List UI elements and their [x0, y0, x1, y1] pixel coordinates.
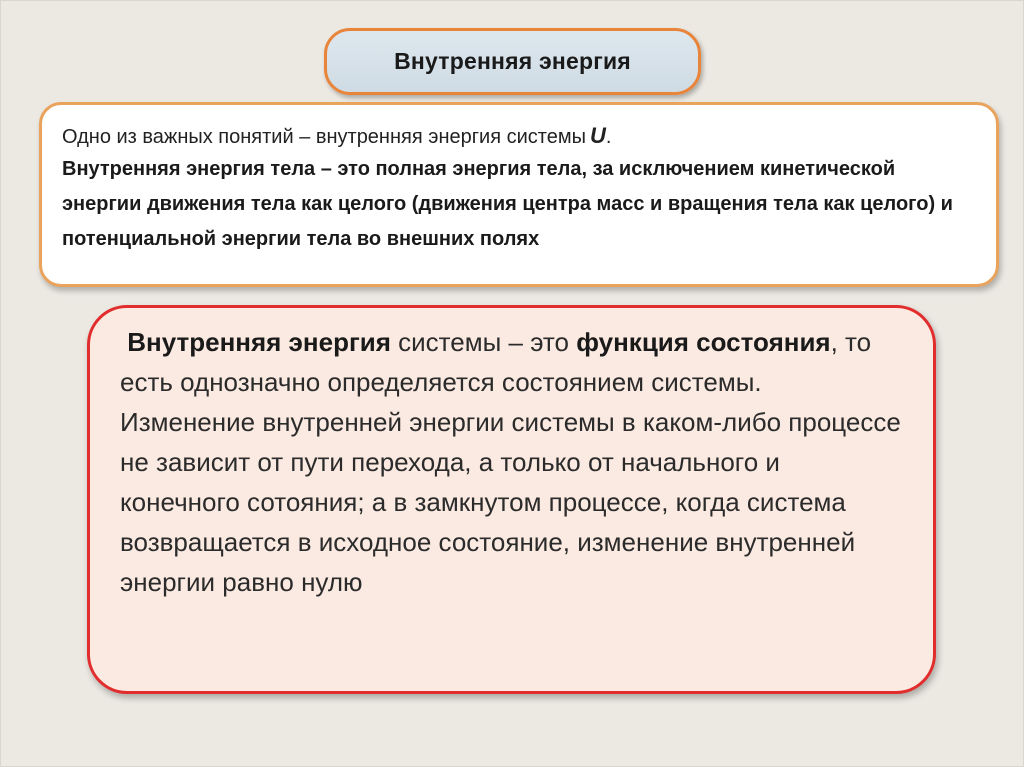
state-function-part1: системы – это: [390, 327, 577, 357]
energy-change-paragraph: Изменение внутренней энергии системы в каком-либо процессе не зависит от пути перехода, а только от начального и конечного сотояния; а в замкнутом процессе, когда система возвращается в исходное состояние, изменение внутренней энергии равно нулю: [120, 407, 901, 597]
internal-energy-symbol: U: [589, 123, 606, 148]
title-box: [324, 28, 701, 95]
slide-title: Внутренняя энергия: [394, 48, 631, 74]
definition-intro-text: Одно из важных понятий – внутренняя энергия системы: [62, 126, 586, 148]
state-function-bold: функция состояния: [576, 327, 831, 357]
state-function-paragraph: [120, 322, 903, 402]
definition-intro: [62, 121, 978, 152]
definition-main-text: Внутренняя энергия тела – это полная энергия тела, за исключением кинетической энергии движения тела как целого (движения центра масс и вращения тела как целого) и потенциальной энергии тела во внешних полях: [62, 158, 953, 250]
state-function-part2: , то есть однозначно определяется состоянием системы.: [120, 327, 872, 397]
definition-intro-end: .: [605, 126, 612, 148]
state-function-term: Внутренняя энергия: [127, 327, 391, 357]
definition-box: [39, 102, 999, 287]
state-function-box: [87, 305, 936, 694]
